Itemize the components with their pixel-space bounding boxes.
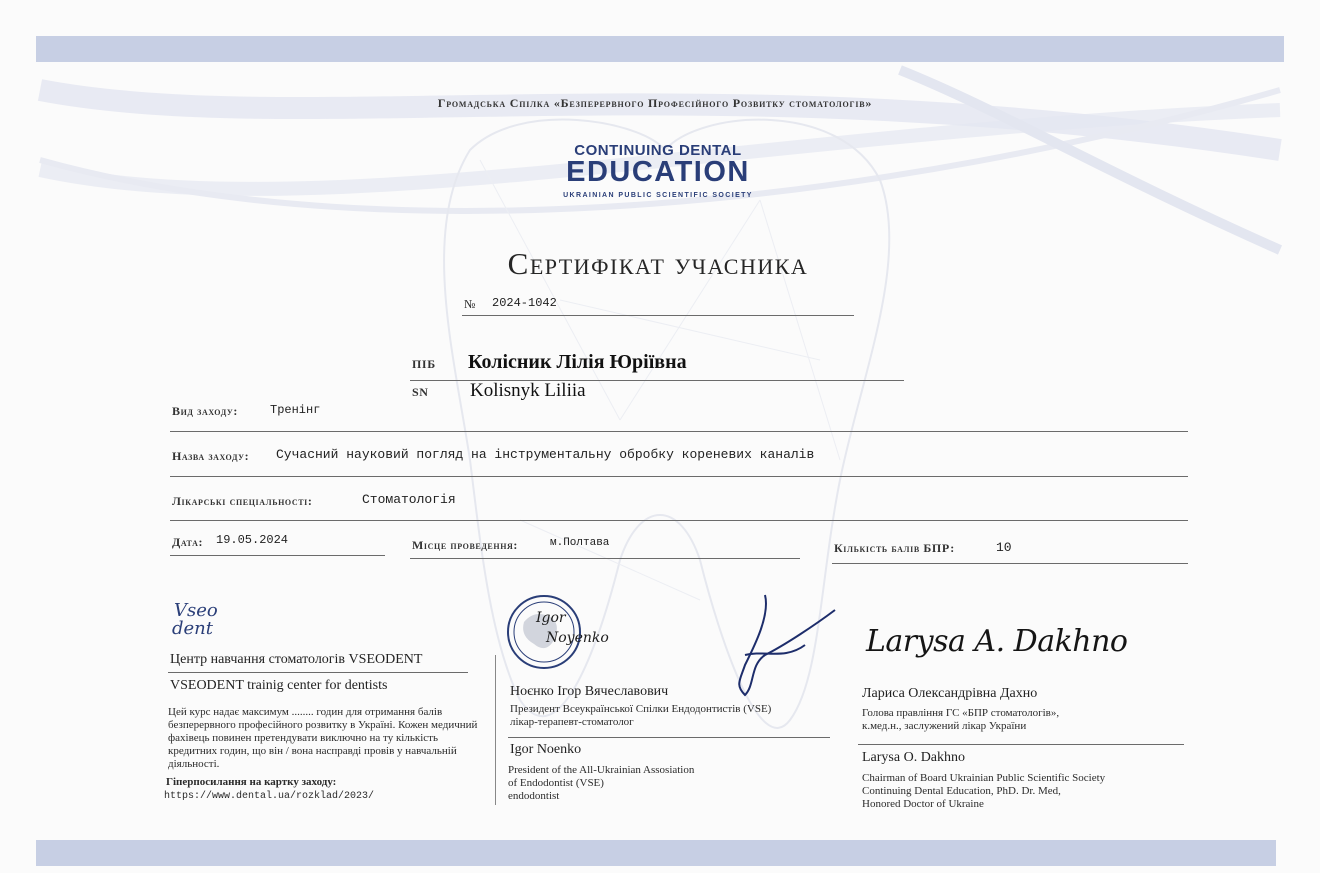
number-label: № <box>464 297 476 311</box>
signature-dakhno: Larysa A. Dakhno <box>866 624 1128 659</box>
signatory1-title-uk2: лікар-терапевт-стоматолог <box>510 716 634 728</box>
points-label: Кількість балів БПР: <box>834 541 955 555</box>
certificate-title: Сертифікат учасника <box>507 246 809 281</box>
signatory1-underline <box>508 737 830 738</box>
event-name-underline <box>170 476 1188 477</box>
center-name-en: VSEODENT trainig center for dentists <box>170 678 388 693</box>
date-underline <box>170 555 385 556</box>
certificate-number: 2024-1042 <box>492 296 557 310</box>
signatory2-title-en3: Honored Doctor of Ukraine <box>862 798 984 810</box>
signatory2-title-en2: Continuing Dental Education, PhD. Dr. Med, <box>862 785 1061 797</box>
event-name-value: Сучасний науковий погляд на інструментальну обробку кореневих каналів <box>276 447 815 462</box>
place-underline <box>410 558 800 559</box>
cde-logo-line3: UKRAINIAN PUBLIC SCIENTIFIC SOCIETY <box>563 192 753 199</box>
number-underline <box>462 315 854 316</box>
signatory1-title-en2: of Endodontist (VSE) <box>508 777 604 789</box>
sn-label: SN <box>412 385 429 399</box>
link-url[interactable]: https://www.dental.ua/rozklad/2023/ <box>164 791 375 802</box>
organization-name: Громадська Спілка «Безперервного Професійного Розвитку стоматологів» <box>437 96 873 110</box>
signatory2-title-en1: Chairman of Board Ukrainian Public Scientific Society <box>862 772 1106 784</box>
signatory2-name-uk: Лариса Олександрівна Дахно <box>862 686 1038 701</box>
event-type-value: Тренінг <box>270 403 321 417</box>
center-underline <box>168 672 468 673</box>
participant-name-en: Kolisnyk Liliia <box>470 380 586 401</box>
specialty-value: Стоматологія <box>362 492 456 507</box>
cde-logo-line1: CONTINUING DENTAL <box>574 142 742 159</box>
divider-line <box>495 655 496 805</box>
place-label: Місце проведення: <box>412 538 518 552</box>
points-value: 10 <box>996 540 1012 555</box>
name-label: ПІБ <box>412 357 436 371</box>
signatory1-title-en3: endodontist <box>508 790 560 802</box>
signatory2-title-uk1: Голова правління ГС «БПР стоматологів», <box>862 707 1060 719</box>
participant-name-uk: Колісник Лілія Юріївна <box>468 351 687 373</box>
signature-noenko <box>725 585 845 700</box>
signatory1-title-uk1: Президент Всеукраїнської Спілки Ендодонтистів (VSE) <box>510 703 772 715</box>
vseodent-logo-line2: dent <box>172 618 214 639</box>
event-name-label: Назва заходу: <box>172 449 250 463</box>
points-underline <box>832 563 1188 564</box>
signatory2-name-en: Larysa O. Dakhno <box>862 750 966 765</box>
center-name-uk: Центр навчання стоматологів VSEODENT <box>170 652 423 667</box>
specialty-label: Лікарські спеціальності: <box>172 494 313 508</box>
event-type-underline <box>170 431 1188 432</box>
date-label: Дата: <box>172 535 204 549</box>
signatory2-underline <box>858 744 1184 745</box>
vseodent-logo-line1: Vseo <box>174 600 218 621</box>
signatory1-name-uk: Ноєнко Ігор Вячеславович <box>510 684 669 699</box>
place-value: м.Полтава <box>550 537 610 549</box>
stamp-text-noyenko: Noyenko <box>546 630 609 646</box>
signatory2-title-uk2: к.мед.н., заслужений лікар України <box>862 720 1027 732</box>
cde-logo-line2: EDUCATION <box>566 156 750 188</box>
date-value: 19.05.2024 <box>216 533 289 547</box>
link-label: Гіперпосилання на картку заходу: <box>166 776 337 788</box>
center-note: Цей курс надає максимум ........ годин для отримання балів безперервного професійного розвитку в Україні. Кожен медичний фахівець повинен претендувати виключно на ту кількість кредитних годин, що він / вона насправді провів у навчальній діяльності. <box>168 706 478 770</box>
specialty-underline <box>170 520 1188 521</box>
signatory1-name-en: Igor Noenko <box>510 742 582 757</box>
event-type-label: Вид заходу: <box>172 404 238 418</box>
stamp-text-igor: Igor <box>536 610 566 626</box>
signatory1-title-en1: President of the All-Ukrainian Assosiation <box>508 764 695 776</box>
